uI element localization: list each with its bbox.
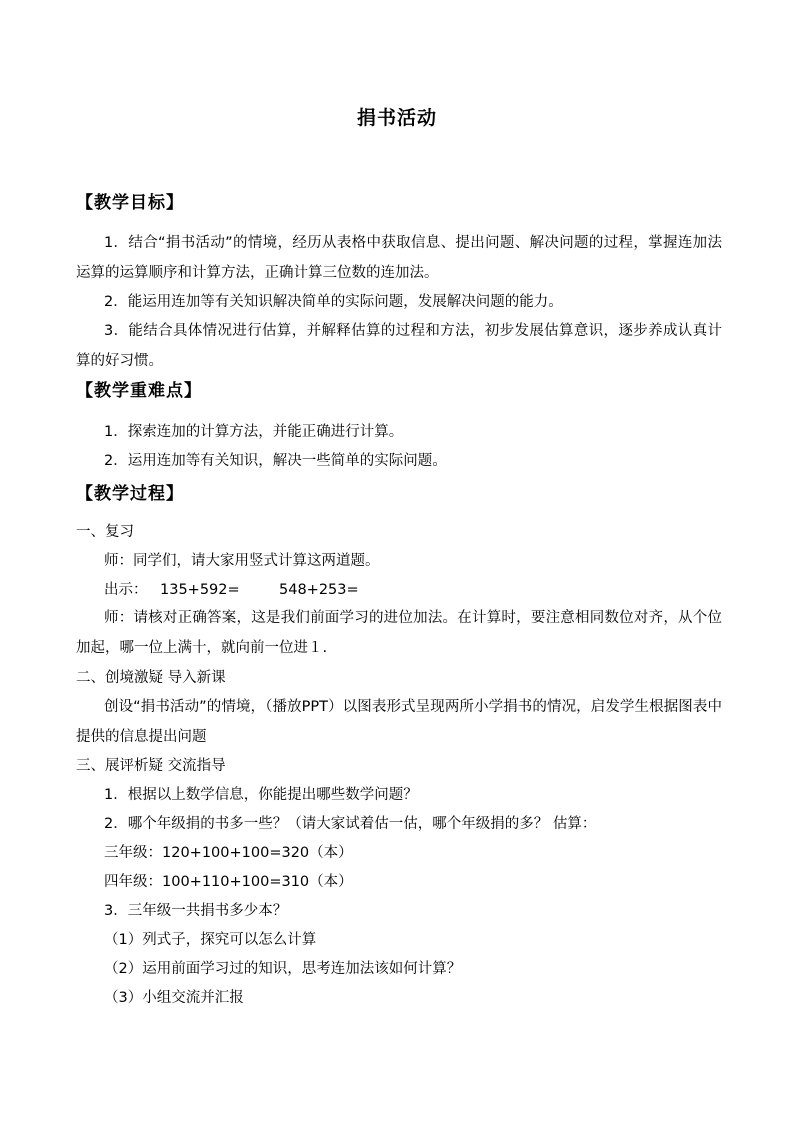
key-points-heading: 【教学重难点】: [76, 381, 202, 401]
question-3: 3．三年级一共捐书多少本？: [104, 903, 288, 919]
goal-item-1: 1．结合“捐书活动”的情境，经历从表格中获取信息、提出问题、解决问题的过程，掌握连加法运算的运算顺序和计算方法，正确计算三位数的连加法。: [76, 235, 722, 281]
review-show-label: 出示：: [104, 582, 148, 598]
goals-heading: 【教学目标】: [76, 193, 184, 213]
review-calc-b: 548+253=: [279, 582, 359, 598]
question-1: 1．根据以上数学信息，你能提出哪些数学问题？: [104, 787, 418, 803]
review-teacher-line: 师：同学们，请大家用竖式计算这两道题。: [104, 553, 380, 569]
key-point-item-2: 2．运用连加等有关知识，解决一些简单的实际问题。: [104, 453, 447, 469]
review-heading: 一、复习: [76, 524, 134, 540]
question-2: 2．哪个年级捐的书多一些？（请大家试着估一估，哪个年级捐的多？ 估算：: [104, 816, 597, 832]
explore-heading: 三、展评析疑 交流指导: [76, 758, 226, 774]
estimate-grade3: 三年级：120+100+100=320（本）: [104, 845, 353, 861]
intro-paragraph: 创设“捐书活动”的情境，（播放PPT）以图表形式呈现两所小学捐书的情况，启发学生根据图表中提供的信息提出问题: [76, 699, 722, 745]
step-1: （1）列式子，探究可以怎么计算: [104, 932, 317, 948]
step-3: （3）小组交流并汇报: [104, 990, 244, 1006]
review-calc-a: 135+592=: [160, 582, 240, 598]
review-check-paragraph: 师：请核对正确答案，这是我们前面学习的进位加法。在计算时，要注意相同数位对齐，从个位加起，哪一位上满十，就向前一位进１.: [76, 610, 722, 656]
process-heading: 【教学过程】: [76, 484, 184, 504]
document-title: 捐书活动: [356, 107, 437, 129]
intro-heading: 二、创境激疑 导入新课: [76, 670, 226, 686]
goal-item-3: 3．能结合具体情况进行估算，并解释估算的过程和方法，初步发展估算意识，逐步养成认真计算的好习惯。: [76, 323, 722, 369]
step-2: （2）运用前面学习过的知识，思考连加法该如何计算？: [104, 961, 462, 977]
goal-item-2: 2．能运用连加等有关知识解决简单的实际问题，发展解决问题的能力。: [104, 294, 563, 310]
estimate-grade4: 四年级：100+110+100=310（本）: [104, 874, 353, 890]
key-point-item-1: 1．探索连加的计算方法，并能正确进行计算。: [104, 424, 404, 440]
